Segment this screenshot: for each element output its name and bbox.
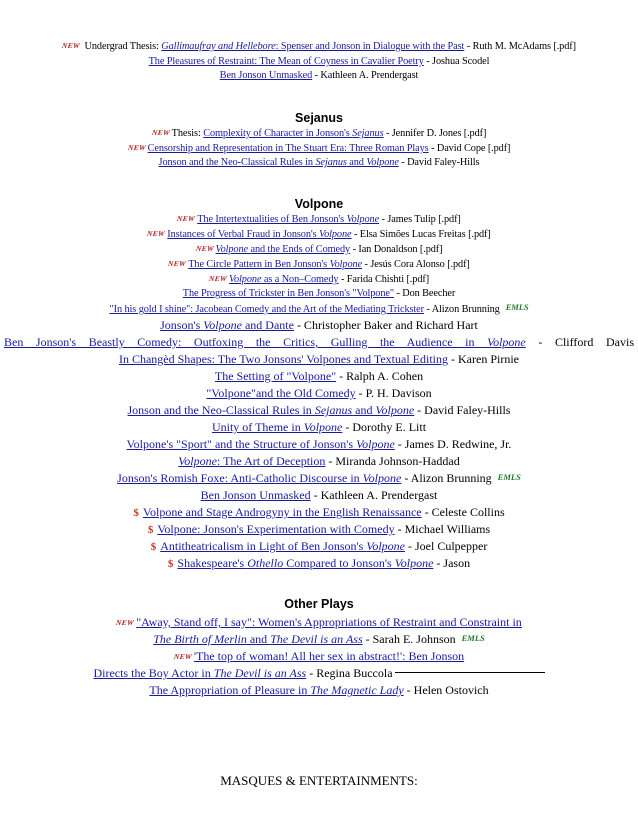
sejanus-link-1[interactable]: Complexity of Character in Jonson's Sejanus — [203, 128, 384, 139]
volpone-link-12[interactable]: "Volpone"and the Old Comedy — [206, 386, 356, 400]
volpone-large-item-14: $ Antitheatricalism in Light of Ben Jonson's Volpone - Joel Culpepper — [150, 539, 488, 553]
sejanus-item-3: Jonson and the Neo-Classical Rules in Sejanus and Volpone - David Faley-Hills — [158, 157, 480, 168]
new-badge-icon: NEW — [61, 41, 81, 50]
new-badge-icon: NEW — [194, 244, 215, 253]
sejanus-item-2: NEWCensorship and Representation in The Stuart Era: Three Roman Plays - David Cope [.pdf] — [126, 143, 511, 154]
new-badge-icon: NEW — [126, 143, 147, 152]
volpone-link-20[interactable]: Volpone: Jonson's Experimentation with Comedy — [157, 522, 395, 536]
section-heading-sejanus: Sejanus — [295, 111, 343, 125]
general-item-1: NEW Undergrad Thesis: Gallimaufray and Hellebore: Spenser and Jonson in Dialogue with the Past - Ruth M. McAdams [.pdf] — [61, 41, 576, 52]
general-link-2[interactable]: The Pleasures of Restraint: The Mean of Coyness in Cavalier Poetry — [148, 56, 424, 67]
volpone-large-item-9: Volpone: The Art of Deception - Miranda Johnson-Haddad — [178, 454, 460, 468]
volpone-link-17[interactable]: Jonson's Romish Foxe: Anti-Catholic Discourse in Volpone — [117, 471, 402, 485]
new-badge-icon: NEW — [208, 274, 228, 283]
emls-badge-icon: EMLS — [461, 633, 485, 643]
volpone-large-item-12: $ Volpone and Stage Androgyny in the English Renaissance - Celeste Collins — [133, 505, 505, 519]
volpone-link-4[interactable]: The Circle Pattern in Ben Jonson's Volpone — [188, 259, 363, 270]
volpone-large-item-2: Ben Jonson's Beastly Comedy: Outfoxing the Critics, Gulling the Audience in Volpone - Clifford Davis — [4, 335, 634, 349]
volpone-large-item-13: $ Volpone: Jonson's Experimentation with Comedy - Michael Williams — [147, 522, 491, 536]
dollar-bullet-icon: $ — [150, 541, 157, 553]
volpone-link-18[interactable]: Ben Jonson Unmasked — [200, 488, 311, 502]
new-badge-icon: NEW — [173, 652, 193, 661]
volpone-link-22[interactable]: Shakespeare's Othello Compared to Jonson's Volpone — [177, 556, 434, 570]
volpone-link-21[interactable]: Antitheatricalism in Light of Ben Jonson's Volpone — [160, 539, 405, 553]
volpone-large-item-1: Jonson's Volpone and Dante - Christopher Baker and Richard Hart — [160, 318, 478, 332]
general-item-2: The Pleasures of Restraint: The Mean of Coyness in Cavalier Poetry - Joshua Scodel — [148, 56, 490, 67]
sejanus-link-2[interactable]: Censorship and Representation in The Stuart Era: Three Roman Plays — [147, 143, 429, 154]
volpone-small-item-7: "In his gold I shine": Jacobean Comedy and the Art of the Mediating Trickster - Alizon Brunning EMLS — [109, 302, 529, 315]
volpone-link-13[interactable]: Jonson and the Neo-Classical Rules in Sejanus and Volpone — [127, 403, 415, 417]
volpone-small-item-3: NEWVolpone and the Ends of Comedy - Ian Donaldson [.pdf] — [194, 244, 443, 255]
volpone-large-item-4: The Setting of "Volpone" - Ralph A. Cohen — [214, 369, 424, 383]
volpone-link-3[interactable]: Volpone and the Ends of Comedy — [215, 244, 351, 255]
volpone-small-item-1: NEWThe Intertextualities of Ben Jonson's Volpone - James Tulip [.pdf] — [176, 214, 461, 225]
sejanus-item-1: NEWThesis: Complexity of Character in Jonson's Sejanus - Jennifer D. Jones [.pdf] — [151, 128, 487, 139]
general-link-3[interactable]: Ben Jonson Unmasked — [219, 70, 313, 81]
volpone-large-item-15: $ Shakespeare's Othello Compared to Jonson's Volpone - Jason — [167, 556, 471, 570]
other-item-2a — [0, 649, 638, 664]
other-link-2-cont[interactable]: Directs the Boy Actor in The Devil is an Ass — [93, 666, 307, 680]
general-link-1[interactable]: Gallimaufray and Hellebore: Spenser and Jonson in Dialogue with the Past — [161, 41, 465, 52]
volpone-link-19[interactable]: Volpone and Stage Androgyny in the English Renaissance — [142, 505, 422, 519]
volpone-link-11[interactable]: The Setting of "Volpone" — [214, 369, 337, 383]
section-heading-volpone: Volpone — [294, 197, 344, 211]
dollar-bullet-icon: $ — [133, 507, 139, 519]
volpone-link-16[interactable]: Volpone: The Art of Deception — [178, 454, 326, 468]
volpone-link-10[interactable]: In Changèd Shapes: The Two Jonsons' Volpones and Textual Editing — [118, 352, 449, 366]
masques-heading: MASQUES & ENTERTAINMENTS: — [220, 773, 418, 788]
volpone-large-item-8: Volpone's "Sport" and the Structure of Jonson's Volpone - James D. Redwine, Jr. — [126, 437, 512, 451]
other-item-1b: The Birth of Merlin and The Devil is an Ass - Sarah E. Johnson EMLS — [153, 632, 485, 646]
dollar-bullet-icon: $ — [147, 524, 154, 536]
other-item-2b: Directs the Boy Actor in The Devil is an Ass - Regina Buccola — [0, 666, 638, 681]
other-link-3[interactable]: The Appropriation of Pleasure in The Magnetic Lady — [149, 683, 404, 697]
volpone-large-item-10: Jonson's Romish Foxe: Anti-Catholic Discourse in Volpone - Alizon Brunning EMLS — [117, 471, 521, 485]
volpone-link-6[interactable]: The Progress of Trickster in Ben Jonson's "Volpone" — [182, 288, 394, 299]
emls-badge-icon: EMLS — [497, 472, 521, 482]
volpone-small-item-4: NEWThe Circle Pattern in Ben Jonson's Volpone - Jesús Cora Alonso [.pdf] — [167, 259, 470, 270]
horizontal-rule — [395, 672, 545, 673]
volpone-small-item-5: NEWVolpone as a Non–Comedy - Farida Chishti [.pdf] — [208, 274, 430, 285]
volpone-large-item-11: Ben Jonson Unmasked - Kathleen A. Prendergast — [200, 488, 438, 502]
volpone-link-14[interactable]: Unity of Theme in Volpone — [211, 420, 343, 434]
section-heading-other-plays: Other Plays — [284, 597, 354, 611]
new-badge-icon: NEW — [167, 259, 187, 268]
new-badge-icon: NEW — [176, 214, 196, 223]
volpone-link-15[interactable]: Volpone's "Sport" and the Structure of Jonson's Volpone — [126, 437, 395, 451]
volpone-large-item-6: Jonson and the Neo-Classical Rules in Sejanus and Volpone - David Faley-Hills — [127, 403, 511, 417]
volpone-link-9[interactable]: Ben Jonson's Beastly Comedy: Outfoxing the Critics, Gulling the Audience in Volpone — [4, 335, 526, 349]
volpone-large-item-5: "Volpone"and the Old Comedy - P. H. Davison — [206, 386, 432, 400]
other-link-1-cont[interactable]: The Birth of Merlin and The Devil is an Ass — [153, 632, 363, 646]
new-badge-icon: NEW — [146, 229, 166, 238]
volpone-large-item-7: Unity of Theme in Volpone - Dorothy E. Litt — [211, 420, 427, 434]
volpone-link-1[interactable]: The Intertextualities of Ben Jonson's Volpone — [197, 214, 380, 225]
volpone-link-8[interactable]: Jonson's Volpone and Dante — [160, 318, 294, 332]
new-badge-icon: NEW — [151, 128, 171, 137]
sejanus-link-3[interactable]: Jonson and the Neo-Classical Rules in Sejanus and Volpone — [158, 157, 399, 168]
volpone-small-item-6: The Progress of Trickster in Ben Jonson's "Volpone" - Don Beecher — [182, 288, 456, 299]
other-item-3: The Appropriation of Pleasure in The Magnetic Lady - Helen Ostovich — [149, 683, 489, 697]
volpone-link-2[interactable]: Instances of Verbal Fraud in Jonson's Volpone — [167, 229, 352, 240]
new-badge-icon: NEW — [115, 618, 135, 627]
dollar-bullet-icon: $ — [167, 558, 174, 570]
emls-badge-icon: EMLS — [505, 302, 529, 312]
general-item-3: Ben Jonson Unmasked - Kathleen A. Prendergast — [219, 70, 419, 81]
volpone-large-item-3: In Changèd Shapes: The Two Jonsons' Volpones and Textual Editing - Karen Pirnie — [118, 352, 519, 366]
other-item-1a — [0, 615, 638, 630]
other-link-1[interactable]: "Away, Stand off, I say": Women's Appropriations of Restraint and Constraint in — [136, 615, 522, 629]
other-link-2[interactable]: 'The top of woman! All her sex in abstract!': Ben Jonson — [193, 649, 465, 663]
volpone-small-item-2: NEWInstances of Verbal Fraud in Jonson's Volpone - Elsa Simões Lucas Freitas [.pdf] — [146, 229, 491, 240]
volpone-link-7[interactable]: "In his gold I shine": Jacobean Comedy and the Art of the Mediating Trickster — [109, 304, 424, 315]
volpone-link-5[interactable]: Volpone as a Non–Comedy — [228, 274, 339, 285]
